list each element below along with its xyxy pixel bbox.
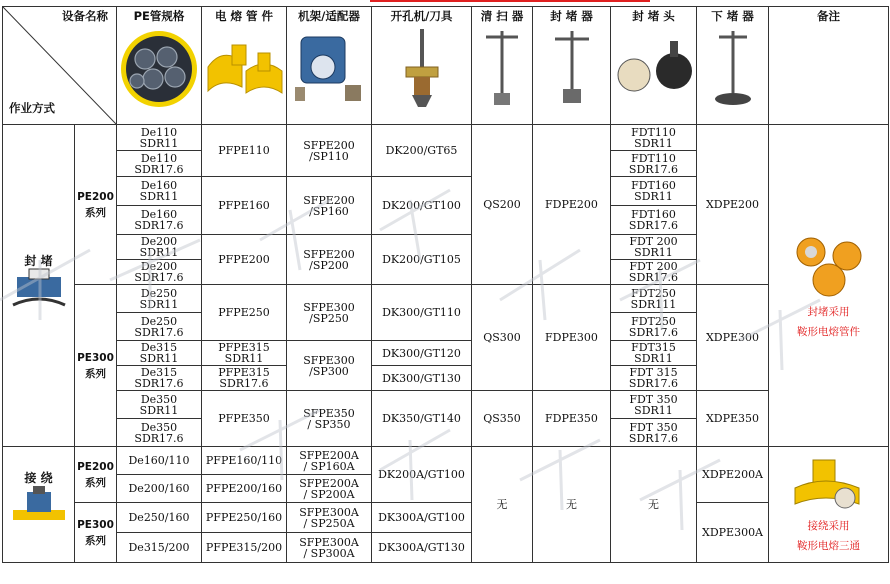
drill-cell: DK200/GT100 — [372, 177, 472, 235]
saddle-fitting-icon — [202, 27, 286, 111]
col-drill — [372, 7, 472, 125]
section-label: 封 堵 — [24, 254, 53, 268]
cleaner-cell: QS350 — [472, 391, 533, 447]
spec-cell: De250/160 — [117, 503, 202, 533]
fitting-cell: PFPE350 — [202, 391, 287, 447]
spec-cell: De110 SDR17.6 — [117, 151, 202, 177]
fitting-cell: PFPE315 SDR11 — [202, 341, 287, 366]
drill-cell: DK200/GT65 — [372, 125, 472, 177]
drill-cell: DK350/GT140 — [372, 391, 472, 447]
drill-machine-icon — [380, 27, 464, 111]
frame-cell: SFPE200 /SP200 — [287, 235, 372, 285]
fitting-cell: PFPE250 — [202, 285, 287, 341]
head-cell: FDT 200 SDR11 — [611, 235, 697, 260]
spec-cell: De200 SDR17.6 — [117, 260, 202, 285]
group-pe200: PE200 系列 — [75, 125, 117, 285]
spec-cell: De315 SDR11 — [117, 341, 202, 366]
spec-cell: De250 SDR17.6 — [117, 313, 202, 341]
head-cell: FDT110 SDR11 — [611, 125, 697, 151]
col-lower-plug — [697, 7, 769, 125]
col-pe-pipe — [117, 7, 202, 125]
col-label: 机架/适配器 — [298, 9, 360, 23]
col-label: 封 堵 头 — [632, 9, 675, 23]
col-frame — [287, 7, 372, 125]
head-cell: FDT 200 SDR17.6 — [611, 260, 697, 285]
plugger-cell: FDPE200 — [533, 125, 611, 285]
frame-cell: SFPE350 / SP350 — [287, 391, 372, 447]
fitting-cell: PFPE200 — [202, 235, 287, 285]
head-cell: FDT110 SDR17.6 — [611, 151, 697, 177]
head-cell: FDT160 SDR17.6 — [611, 206, 697, 235]
col-label: 备注 — [817, 9, 840, 23]
pipe-bundle-icon — [117, 27, 201, 111]
drill-cell: DK300/GT120 — [372, 341, 472, 366]
frame-cell: SFPE200 /SP110 — [287, 125, 372, 177]
cleaner-cell: QS300 — [472, 285, 533, 391]
section-fengdu — [3, 125, 75, 447]
head-cell: FDT160 SDR11 — [611, 177, 697, 206]
frame-cell: SFPE300 /SP250 — [287, 285, 372, 341]
drill-cell: DK200/GT105 — [372, 235, 472, 285]
frame-cell: SFPE200 /SP160 — [287, 177, 372, 235]
spec-cell: De110 SDR11 — [117, 125, 202, 151]
lower-plug-icon — [703, 27, 763, 111]
note-text: 接绕采用 — [807, 519, 850, 532]
col-notes — [769, 7, 889, 125]
head-cell: FDT 350 SDR17.6 — [611, 419, 697, 447]
plugger-icon — [537, 27, 607, 111]
col-cleaner — [472, 7, 533, 125]
top-red-line — [370, 0, 650, 2]
spec-cell: De160/110 — [117, 447, 202, 475]
electrofusion-tee-icon — [789, 454, 869, 514]
plug-head-icon — [612, 27, 696, 111]
spec-cell: De200 SDR11 — [117, 235, 202, 260]
cleaner-icon — [472, 27, 532, 111]
col-label: 下 堵 器 — [711, 9, 754, 23]
col-plug-head — [611, 7, 697, 125]
lower-cell: XDPE300 — [697, 285, 769, 391]
fitting-cell: PFPE160 — [202, 177, 287, 235]
frame-adapter-icon — [287, 27, 371, 111]
lower-cell: XDPE200 — [697, 125, 769, 285]
fitting-cell: PFPE200/160 — [202, 475, 287, 503]
spec-cell: De350 SDR11 — [117, 391, 202, 419]
cleaner-cell: 无 — [472, 447, 533, 563]
drill-cell: DK200A/GT100 — [372, 447, 472, 503]
col-label: 开孔机/刀具 — [390, 9, 453, 23]
fitting-cell: PFPE315 SDR17.6 — [202, 366, 287, 391]
corner-top-label: 设备名称 — [62, 9, 108, 23]
fitting-cell: PFPE160/110 — [202, 447, 287, 475]
note-fengdu — [769, 125, 889, 447]
drill-cell: DK300/GT110 — [372, 285, 472, 341]
frame-cell: SFPE200A / SP160A — [287, 447, 372, 475]
head-cell: FDT 350 SDR11 — [611, 391, 697, 419]
lower-cell: XDPE200A — [697, 447, 769, 503]
head-cell: FDT 315 SDR17.6 — [611, 366, 697, 391]
note-jierao — [769, 447, 889, 563]
group-pe200-bypass: PE200 系列 — [75, 447, 117, 503]
spec-cell: De315 SDR17.6 — [117, 366, 202, 391]
bypass-machine-icon — [9, 484, 69, 534]
spec-cell: De315/200 — [117, 533, 202, 563]
drill-cell: DK300A/GT100 — [372, 503, 472, 533]
lower-cell: XDPE300A — [697, 503, 769, 563]
note-text: 封堵采用 — [807, 305, 850, 318]
col-label: PE管规格 — [133, 9, 185, 23]
head-cell: 无 — [611, 447, 697, 563]
spec-cell: De160 SDR11 — [117, 177, 202, 206]
head-cell: FDT315 SDR11 — [611, 341, 697, 366]
frame-cell: SFPE300 /SP300 — [287, 341, 372, 391]
plugging-machine-icon — [9, 267, 69, 313]
group-pe300-bypass: PE300 系列 — [75, 503, 117, 563]
col-plugger — [533, 7, 611, 125]
head-cell: FDT250 SDR111 — [611, 285, 697, 313]
plugger-cell: 无 — [533, 447, 611, 563]
frame-cell: SFPE200A / SP200A — [287, 475, 372, 503]
note-text: 鞍形电熔管件 — [797, 325, 860, 338]
equipment-table — [2, 6, 889, 563]
cleaner-cell: QS200 — [472, 125, 533, 285]
spec-cell: De250 SDR11 — [117, 285, 202, 313]
spec-cell: De350 SDR17.6 — [117, 419, 202, 447]
section-label: 接 绕 — [24, 471, 53, 485]
fitting-cell: PFPE250/160 — [202, 503, 287, 533]
fitting-cell: PFPE110 — [202, 125, 287, 177]
col-fitting — [202, 7, 287, 125]
fitting-cell: PFPE315/200 — [202, 533, 287, 563]
drill-cell: DK300A/GT130 — [372, 533, 472, 563]
frame-cell: SFPE300A / SP250A — [287, 503, 372, 533]
corner-bottom-label: 作业方式 — [9, 101, 55, 115]
saddle-tee-icon — [789, 230, 869, 300]
head-cell: FDT250 SDR17.6 — [611, 313, 697, 341]
drill-cell: DK300/GT130 — [372, 366, 472, 391]
lower-cell: XDPE350 — [697, 391, 769, 447]
col-label: 封 堵 器 — [550, 9, 593, 23]
plugger-cell: FDPE350 — [533, 391, 611, 447]
note-text: 鞍形电熔三通 — [797, 539, 860, 552]
col-label: 清 扫 器 — [480, 9, 524, 23]
corner-header — [3, 7, 117, 125]
plugger-cell: FDPE300 — [533, 285, 611, 391]
col-label: 电 熔 管 件 — [214, 9, 273, 23]
frame-cell: SFPE300A / SP300A — [287, 533, 372, 563]
spec-cell: De160 SDR17.6 — [117, 206, 202, 235]
group-pe300: PE300 系列 — [75, 285, 117, 447]
section-jierao — [3, 447, 75, 563]
spec-cell: De200/160 — [117, 475, 202, 503]
